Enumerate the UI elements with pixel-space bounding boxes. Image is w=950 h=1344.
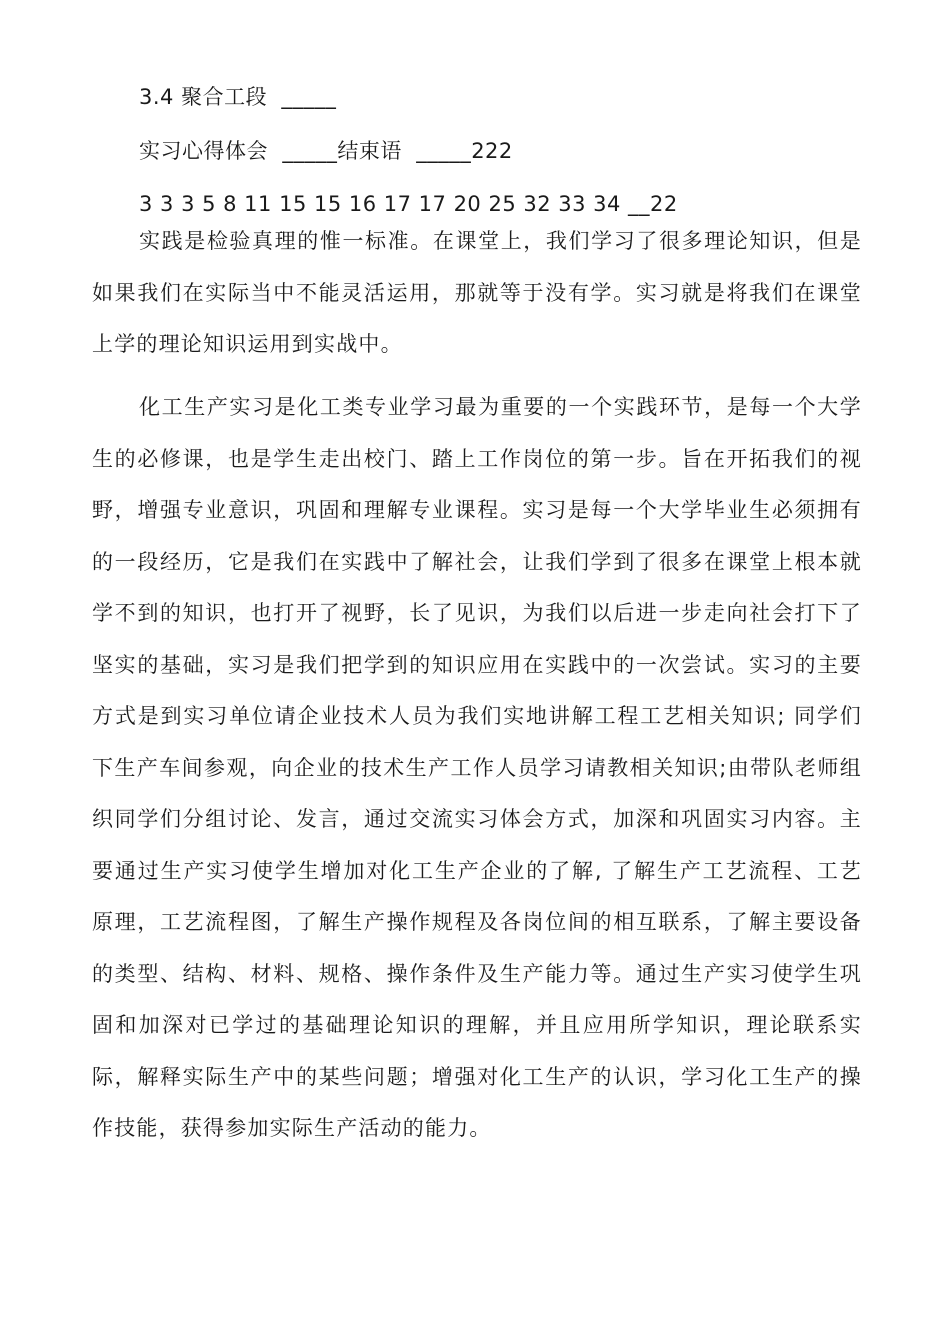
toc-entry-polymerization-section: 3.4 聚合工段 _____ (139, 85, 337, 109)
toc-entry-experience-and-conclusion: 实习心得体会 _____结束语 _____222 (139, 139, 513, 163)
body-paragraph-practice: 实践是检验真理的惟一标准。在课堂上，我们学习了很多理论知识，但是如果我们在实际当中不能灵活运用，那就等于没有学。实习就是将我们在课堂上学的理论知识运用到实战中。 (92, 229, 862, 356)
body-paragraph-internship: 化工生产实习是化工类专业学习最为重要的一个实践环节，是每一个大学生的必修课，也是学生走出校门、踏上工作岗位的第一步。旨在开拓我们的视野，增强专业意识，巩固和理解专业课程。实习是每一个大学毕业生必须拥有的一段经历，它是我们在实践中了解社会，让我们学到了很多在课堂上根本就学不到的知识，也打开了视野，长了见识，为我们以后进一步走向社会打下了坚实的基础，实习是我们把学到的知识应用在实践中的一次尝试。实习的主要方式是到实习单位请企业技术人员为我们实地讲解工程工艺相关知识; 同学们下生产车间参观，向企业的技术生产工作人员学习请教相关知识;由带队老师组织同学们分组讨论、发言，通过交流实习体会方式，加深和巩固实习内容。主要通过生产实习使学生增加对化工生产企业的了解, 了解生产工艺流程、工艺原理，工艺流程图，了解生产操作规程及各岗位间的相互联系，了解主要设备的类型、结构、材料、规格、操作条件及生产能力等。通过生产实习使学生巩固和加深对已学过的基础理论知识的理解，并且应用所学知识，理论联系实际，解释实际生产中的某些问题；增强对化工生产的认识，学习化工生产的操作技能，获得参加实际生产活动的能力。 (92, 395, 862, 1140)
toc-page-numbers: 3 3 3 5 8 11 15 15 16 17 17 20 25 32 33 34 __22 (139, 192, 678, 216)
